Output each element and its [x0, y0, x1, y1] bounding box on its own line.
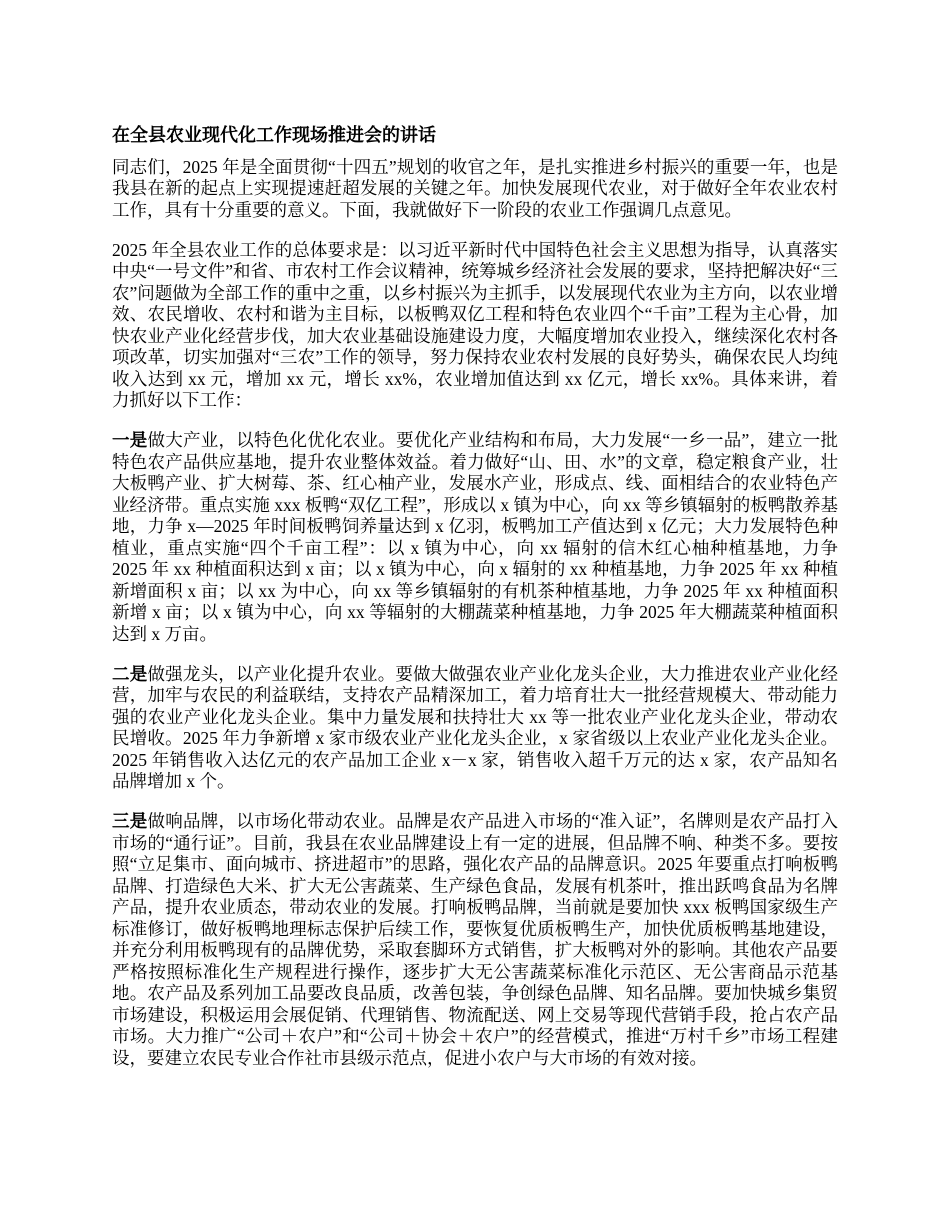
paragraph-lead: 三是 — [112, 811, 148, 831]
paragraph-point-one — [112, 430, 838, 645]
paragraph-point-two — [112, 664, 838, 793]
paragraph-text: 同志们，2025 年是全面贯彻“十四五”规划的收官之年，是扎实推进乡村振兴的重要一年，也是我县在新的起点上实现提速赶超发展的关键之年。加快发展现代农业，对于做好全年农业农村工作，具有十分重要的意义。下面，我就做好下一阶段的农业工作强调几点意见。 — [112, 156, 838, 220]
paragraph-text: 做强龙头，以产业化提升农业。要做大做强农业产业化龙头企业，大力推进农业产业化经营，加牢与农民的利益联结，支持农产品精深加工，着力培育壮大一批经营规模大、带动能力强的农业产业化龙头企业。集中力量发展和扶持壮大 xx 等一批农业产业化龙头企业，带动农民增收。2025 年力争新增 x 家市级农业产业化龙头企业，x 家省级以上农业产业化龙头企业。2025 年销售收入达亿元的农产品加工企业 x－x 家，销售收入超千万元的达 x 家，农产品知名品牌增加 x 个。 — [112, 663, 839, 791]
paragraph-lead: 一是 — [112, 430, 148, 450]
paragraph-text: 做响品牌，以市场化带动农业。品牌是农产品进入市场的“准入证”，名牌则是农产品打入市场的“通行证”。目前，我县在农业品牌建设上有一定的进展，但品牌不响、种类不多。要按照“立足集市、面向城市、挤进超市”的思路，强化农产品的品牌意识。2025 年要重点打响板鸭品牌、打造绿色大米、扩大无公害蔬菜、生产绿色食品，发展有机茶叶，推出跃鸣食品为名牌产品，提升农业质态，带动农业的发展。打响板鸭品牌，当前就是要加快 xxx 板鸭国家级生产标准修订，做好板鸭地理标志保护后续工作，要恢复优质板鸭生产，加快优质板鸭基地建设，并充分利用板鸭现有的品牌优势，采取套脚环方式销售，扩大板鸭对外的影响。其他农产品要严格按照标准化生产规程进行操作，逐步扩大无公害蔬菜标准化示范区、无公害商品示范基地。农产品及系列加工品要改良品质，改善包装，争创绿色品牌、知名品牌。要加快城乡集贸市场建设，积极运用会展促销、代理销售、物流配送、网上交易等现代营销手段，抢占农产品市场。大力推广“公司＋农户”和“公司＋协会＋农户”的经营模式，推进“万村千乡”市场工程建设，要建立农民专业合作社市县级示范点，促进小农户与大市场的有效对接。 — [112, 811, 838, 1068]
paragraph-intro — [112, 157, 838, 222]
paragraph-text: 2025 年全县农业工作的总体要求是：以习近平新时代中国特色社会主义思想为指导，认真落实中央“一号文件”和省、市农村工作会议精神，统筹城乡经济社会发展的要求，坚持把解决好“三农”问题做为全部工作的重中之重，以乡村振兴为主抓手，以发展现代农业为主方向，以农业增效、农民增收、农村和谐为主目标，以板鸭双亿工程和特色农业四个“千亩”工程为主心骨，加快农业产业化经营步伐，加大农业基础设施建设力度，大幅度增加农业投入，继续深化农村各项改革，切实加强对“三农”工作的领导，努力保持农业农村发展的良好势头，确保农民人均纯收入达到 xx 元，增加 xx 元，增长 xx%，农业增加值达到 xx 亿元，增长 xx%。具体来讲，着力抓好以下工作： — [112, 239, 838, 410]
paragraph-point-three — [112, 811, 838, 1069]
document-title: 在全县农业现代化工作现场推进会的讲话 — [112, 125, 436, 145]
paragraph-overall-requirements — [112, 240, 838, 412]
paragraph-text: 做大产业，以特色化优化农业。要优化产业结构和布局，大力发展“一乡一品”，建立一批特色农产品供应基地，提升农业整体效益。着力做好“山、田、水”的文章，稳定粮食产业，壮大板鸭产业、扩大树莓、茶、红心柚产业，发展水产业，形成点、线、面相结合的农业特色产业经济带。重点实施 xxx 板鸭“双亿工程”，形成以 x 镇为中心，向 xx 等乡镇辐射的板鸭散养基地，力争 x—2025 年时间板鸭饲养量达到 x 亿羽，板鸭加工产值达到 x 亿元；大力发展特色种植业，重点实施“四个千亩工程”：以 x 镇为中心，向 xx 辐射的信木红心柚种植基地，力争 2025 年 xx 种植面积达到 x 亩；以 x 镇为中心，向 x 辐射的 xx 种植基地，力争 2025 年 xx 种植新增面积 x 亩；以 xx 为中心，向 xx 等乡镇辐射的有机茶种植基地，力争 2025 年 xx 种植面积新增 x 亩；以 x 镇为中心，向 xx 等辐射的大棚蔬菜种植基地，力争 2025 年大棚蔬菜种植面积达到 x 万亩。 — [112, 430, 838, 644]
paragraph-lead: 二是 — [112, 663, 148, 684]
